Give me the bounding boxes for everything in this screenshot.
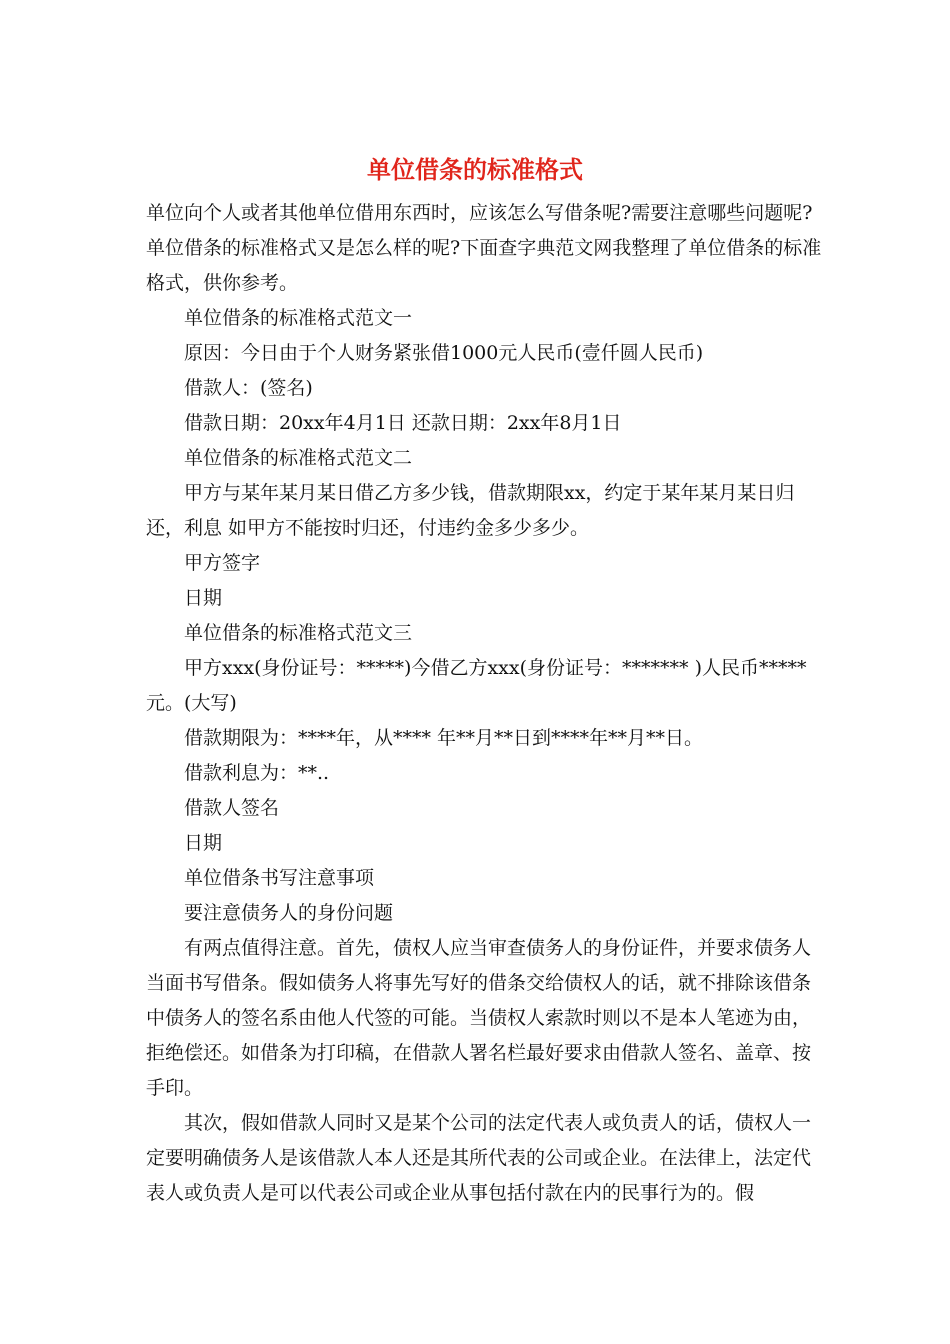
paragraph: 借款期限为：****年，从**** 年**月**日到****年**月**日。 (184, 727, 704, 749)
document-body (146, 196, 826, 1211)
paragraph: 借款人签名 (184, 797, 280, 819)
paragraph: 甲方签字 (184, 552, 261, 574)
paragraph: 单位向个人或者其他单位借用东西时，应该怎么写借条呢?需要注意哪些问题呢?单位借条的标准格式又是怎么样的呢?下面查字典范文网我整理了单位借条的标准格式，供你参考。 (146, 202, 822, 294)
paragraph: 单位借条的标准格式范文三 (184, 622, 413, 644)
paragraph: 日期 (184, 832, 223, 854)
paragraph: 要注意债务人的身份问题 (184, 902, 394, 924)
paragraph: 其次，假如借款人同时又是某个公司的法定代表人或负责人的话，债权人一定要明确债务人是该借款人本人还是其所代表的公司或企业。在法律上，法定代表人或负责人是可以代表公司或企业从事包括付款在内的民事行为的。假 (146, 1112, 812, 1204)
paragraph: 日期 (184, 587, 223, 609)
paragraph: 借款利息为：**.. (184, 762, 330, 784)
paragraph: 甲方xxx(身份证号：*****)今借乙方xxx(身份证号：******* )人民币***** 元。(大写) (146, 657, 807, 714)
paragraph: 单位借条的标准格式范文二 (184, 447, 413, 469)
paragraph: 借款日期：20xx年4月1日 还款日期：2xx年8月1日 (184, 412, 622, 434)
paragraph: 甲方与某年某月某日借乙方多少钱，借款期限xx，约定于某年某月某日归还，利息 如甲方不能按时归还，付违约金多少多少。 (146, 482, 795, 539)
document-title: 单位借条的标准格式 (367, 155, 583, 184)
paragraph: 原因：今日由于个人财务紧张借1000元人民币(壹仟圆人民币) (184, 342, 704, 364)
paragraph: 有两点值得注意。首先，债权人应当审查债务人的身份证件，并要求债务人当面书写借条。假如债务人将事先写好的借条交给债权人的话，就不排除该借条中债务人的签名系由他人代签的可能。当债权人索款时则以不是本人笔迹为由，拒绝偿还。如借条为打印稿，在借款人署名栏最好要求由借款人签名、盖章、按手印。 (146, 937, 812, 1099)
paragraph: 借款人：(签名) (184, 377, 313, 399)
paragraph: 单位借条的标准格式范文一 (184, 307, 413, 329)
paragraph: 单位借条书写注意事项 (184, 867, 375, 889)
